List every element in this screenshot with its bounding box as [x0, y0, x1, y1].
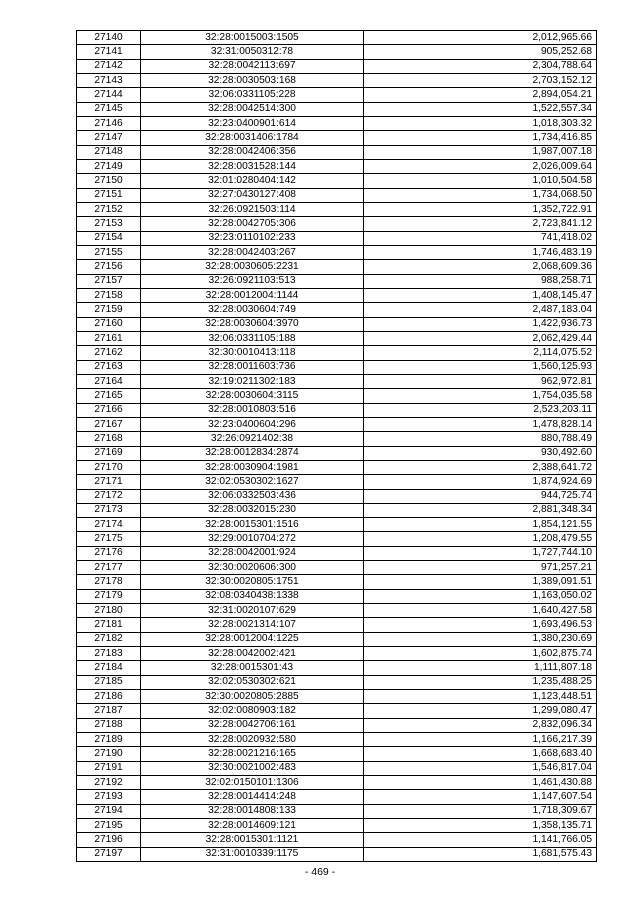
cadastral-number-cell: 32:28:0014609:121: [141, 819, 364, 833]
row-id-cell: 27142: [77, 59, 141, 73]
cadastral-number-cell: 32:28:0014414:248: [141, 790, 364, 804]
value-cell: 1,208,479.55: [364, 532, 597, 546]
cadastral-number-cell: 32:28:0020932:580: [141, 733, 364, 747]
table-row: [77, 45, 597, 59]
row-id-cell: 27155: [77, 245, 141, 259]
row-id-cell: 27172: [77, 489, 141, 503]
row-id-cell: 27171: [77, 475, 141, 489]
cadastral-number-cell: 32:31:0020107:629: [141, 604, 364, 618]
cadastral-number-cell: 32:28:0030604:3970: [141, 317, 364, 331]
value-cell: 1,874,924.69: [364, 475, 597, 489]
row-id-cell: 27148: [77, 145, 141, 159]
row-id-cell: 27157: [77, 274, 141, 288]
table-row: [77, 131, 597, 145]
cadastral-number-cell: 32:28:0010803:516: [141, 403, 364, 417]
cadastral-number-cell: 32:28:0042705:306: [141, 217, 364, 231]
cadastral-number-cell: 32:30:0020805:2885: [141, 690, 364, 704]
cadastral-number-cell: 32:06:0332503:436: [141, 489, 364, 503]
value-cell: 1,734,416.85: [364, 131, 597, 145]
table-row: [77, 546, 597, 560]
table-row: [77, 618, 597, 632]
value-cell: 2,523,203.11: [364, 403, 597, 417]
table-row: [77, 346, 597, 360]
cadastral-number-cell: 32:19:0211302:183: [141, 374, 364, 388]
cadastral-number-cell: 32:23:0110102:233: [141, 231, 364, 245]
cadastral-number-cell: 32:28:0021216:165: [141, 747, 364, 761]
row-id-cell: 27180: [77, 604, 141, 618]
value-cell: 1,163,050.02: [364, 589, 597, 603]
value-cell: 1,681,575.43: [364, 847, 597, 861]
table-row: [77, 260, 597, 274]
table-row: [77, 274, 597, 288]
cadastral-number-cell: 32:26:0921103:513: [141, 274, 364, 288]
value-cell: 1,358,135.71: [364, 819, 597, 833]
value-cell: 2,062,429.44: [364, 331, 597, 345]
cadastral-number-cell: 32:28:0012834:2874: [141, 446, 364, 460]
cadastral-number-cell: 32:28:0015301:43: [141, 661, 364, 675]
cadastral-number-cell: 32:28:0031406:1784: [141, 131, 364, 145]
table-row: [77, 819, 597, 833]
value-cell: 1,166,217.39: [364, 733, 597, 747]
table-row: [77, 589, 597, 603]
row-id-cell: 27154: [77, 231, 141, 245]
row-id-cell: 27197: [77, 847, 141, 861]
value-cell: 930,492.60: [364, 446, 597, 460]
value-cell: 1,693,496.53: [364, 618, 597, 632]
value-cell: 1,640,427.58: [364, 604, 597, 618]
table-row: [77, 475, 597, 489]
value-cell: 1,147,607.54: [364, 790, 597, 804]
cadastral-number-cell: 32:23:0400901:614: [141, 116, 364, 130]
value-cell: 880,788.49: [364, 432, 597, 446]
row-id-cell: 27165: [77, 389, 141, 403]
row-id-cell: 27160: [77, 317, 141, 331]
table-row: [77, 245, 597, 259]
cadastral-number-cell: 32:26:0921503:114: [141, 202, 364, 216]
value-cell: 971,257.21: [364, 561, 597, 575]
cadastral-number-cell: 32:28:0030604:749: [141, 303, 364, 317]
table-row: [77, 733, 597, 747]
table-row: [77, 790, 597, 804]
cadastral-number-cell: 32:23:0400604:296: [141, 417, 364, 431]
table-row: [77, 231, 597, 245]
row-id-cell: 27151: [77, 188, 141, 202]
row-id-cell: 27193: [77, 790, 141, 804]
row-id-cell: 27177: [77, 561, 141, 575]
row-id-cell: 27191: [77, 761, 141, 775]
table-row: [77, 518, 597, 532]
row-id-cell: 27183: [77, 647, 141, 661]
table-row: [77, 704, 597, 718]
table-row: [77, 661, 597, 675]
row-id-cell: 27143: [77, 73, 141, 87]
row-id-cell: 27141: [77, 45, 141, 59]
table-row: [77, 675, 597, 689]
row-id-cell: 27170: [77, 460, 141, 474]
value-cell: 1,111,807.18: [364, 661, 597, 675]
table-row: [77, 833, 597, 847]
value-cell: 2,304,788.64: [364, 59, 597, 73]
cadastral-number-cell: 32:28:0042002:421: [141, 647, 364, 661]
cadastral-number-cell: 32:28:0011603:736: [141, 360, 364, 374]
row-id-cell: 27192: [77, 776, 141, 790]
row-id-cell: 27182: [77, 632, 141, 646]
value-cell: 1,141,766.05: [364, 833, 597, 847]
table-row: [77, 188, 597, 202]
row-id-cell: 27184: [77, 661, 141, 675]
table-row: [77, 761, 597, 775]
cadastral-number-cell: 32:28:0014808:133: [141, 804, 364, 818]
cadastral-number-cell: 32:30:0020805:1751: [141, 575, 364, 589]
value-cell: 1,987,007.18: [364, 145, 597, 159]
table-row: [77, 460, 597, 474]
table-row: [77, 202, 597, 216]
row-id-cell: 27176: [77, 546, 141, 560]
table-row: [77, 503, 597, 517]
cadastral-number-cell: 32:27:0430127:408: [141, 188, 364, 202]
table-row: [77, 417, 597, 431]
table-row: [77, 73, 597, 87]
cadastral-number-cell: 32:08:0340438:1338: [141, 589, 364, 603]
cadastral-number-cell: 32:28:0015003:1505: [141, 31, 364, 45]
value-cell: 2,723,841.12: [364, 217, 597, 231]
table-row: [77, 632, 597, 646]
cadastral-number-cell: 32:28:0012004:1225: [141, 632, 364, 646]
row-id-cell: 27144: [77, 88, 141, 102]
value-cell: 1,408,145.47: [364, 288, 597, 302]
cadastral-number-cell: 32:28:0031528:144: [141, 159, 364, 173]
row-id-cell: 27174: [77, 518, 141, 532]
value-cell: 741,418.02: [364, 231, 597, 245]
value-cell: 1,668,683.40: [364, 747, 597, 761]
value-cell: 1,602,875.74: [364, 647, 597, 661]
table-row: [77, 747, 597, 761]
row-id-cell: 27195: [77, 819, 141, 833]
value-cell: 1,718,309.67: [364, 804, 597, 818]
row-id-cell: 27168: [77, 432, 141, 446]
row-id-cell: 27140: [77, 31, 141, 45]
cadastral-number-cell: 32:28:0015301:1121: [141, 833, 364, 847]
row-id-cell: 27188: [77, 718, 141, 732]
table-body: [77, 31, 597, 862]
value-cell: 2,832,096.34: [364, 718, 597, 732]
cadastral-number-cell: 32:06:0331105:188: [141, 331, 364, 345]
cadastral-number-cell: 32:31:0050312:78: [141, 45, 364, 59]
row-id-cell: 27187: [77, 704, 141, 718]
value-cell: 1,754,035.58: [364, 389, 597, 403]
row-id-cell: 27159: [77, 303, 141, 317]
table-row: [77, 604, 597, 618]
value-cell: 2,487,183.04: [364, 303, 597, 317]
cadastral-number-cell: 32:28:0012004:1144: [141, 288, 364, 302]
cadastral-number-cell: 32:26:0921402:38: [141, 432, 364, 446]
cadastral-number-cell: 32:28:0042706:161: [141, 718, 364, 732]
table-row: [77, 374, 597, 388]
table-row: [77, 360, 597, 374]
value-cell: 1,389,091.51: [364, 575, 597, 589]
row-id-cell: 27161: [77, 331, 141, 345]
cadastral-number-cell: 32:28:0042001:924: [141, 546, 364, 560]
table-row: [77, 288, 597, 302]
cadastral-number-cell: 32:06:0331105:228: [141, 88, 364, 102]
row-id-cell: 27164: [77, 374, 141, 388]
table-row: [77, 432, 597, 446]
table-row: [77, 102, 597, 116]
table-row: [77, 575, 597, 589]
table-row: [77, 159, 597, 173]
table-row: [77, 317, 597, 331]
row-id-cell: 27149: [77, 159, 141, 173]
cadastral-number-cell: 32:28:0042403:267: [141, 245, 364, 259]
row-id-cell: 27152: [77, 202, 141, 216]
table-row: [77, 217, 597, 231]
row-id-cell: 27178: [77, 575, 141, 589]
table-row: [77, 403, 597, 417]
table-row: [77, 647, 597, 661]
cadastral-number-cell: 32:02:0080903:182: [141, 704, 364, 718]
table-row: [77, 389, 597, 403]
table-row: [77, 145, 597, 159]
table-row: [77, 303, 597, 317]
value-cell: 988,258.71: [364, 274, 597, 288]
value-cell: 905,252.68: [364, 45, 597, 59]
cadastral-number-cell: 32:28:0015301:1516: [141, 518, 364, 532]
row-id-cell: 27196: [77, 833, 141, 847]
row-id-cell: 27185: [77, 675, 141, 689]
cadastral-number-cell: 32:28:0030904:1981: [141, 460, 364, 474]
cadastral-number-cell: 32:28:0032015:230: [141, 503, 364, 517]
cadastral-number-cell: 32:02:0530302:621: [141, 675, 364, 689]
row-id-cell: 27145: [77, 102, 141, 116]
value-cell: 1,380,230.69: [364, 632, 597, 646]
value-cell: 1,522,557.34: [364, 102, 597, 116]
value-cell: 2,388,641.72: [364, 460, 597, 474]
value-cell: 1,235,488.25: [364, 675, 597, 689]
row-id-cell: 27150: [77, 174, 141, 188]
table-row: [77, 446, 597, 460]
row-id-cell: 27162: [77, 346, 141, 360]
row-id-cell: 27167: [77, 417, 141, 431]
cadastral-number-cell: 32:28:0042113:697: [141, 59, 364, 73]
value-cell: 2,012,965.66: [364, 31, 597, 45]
value-cell: 962,972.81: [364, 374, 597, 388]
value-cell: 1,018,303.32: [364, 116, 597, 130]
value-cell: 1,299,080.47: [364, 704, 597, 718]
table-row: [77, 59, 597, 73]
cadastral-number-cell: 32:31:0010339:1175: [141, 847, 364, 861]
value-cell: 1,727,744.10: [364, 546, 597, 560]
value-cell: 1,478,828.14: [364, 417, 597, 431]
row-id-cell: 27189: [77, 733, 141, 747]
cadastral-number-cell: 32:29:0010704:272: [141, 532, 364, 546]
cadastral-number-cell: 32:02:0150101:1306: [141, 776, 364, 790]
row-id-cell: 27186: [77, 690, 141, 704]
row-id-cell: 27163: [77, 360, 141, 374]
row-id-cell: 27179: [77, 589, 141, 603]
row-id-cell: 27147: [77, 131, 141, 145]
value-cell: 1,123,448.51: [364, 690, 597, 704]
cadastral-number-cell: 32:28:0042514:300: [141, 102, 364, 116]
cadastral-number-cell: 32:30:0021002:483: [141, 761, 364, 775]
row-id-cell: 27166: [77, 403, 141, 417]
row-id-cell: 27190: [77, 747, 141, 761]
table-row: [77, 116, 597, 130]
table-row: [77, 847, 597, 861]
table-row: [77, 561, 597, 575]
row-id-cell: 27156: [77, 260, 141, 274]
table-row: [77, 776, 597, 790]
row-id-cell: 27175: [77, 532, 141, 546]
value-cell: 944,725.74: [364, 489, 597, 503]
valuation-table: [76, 30, 597, 862]
value-cell: 2,068,609.36: [364, 260, 597, 274]
table-row: [77, 88, 597, 102]
cadastral-number-cell: 32:28:0021314:107: [141, 618, 364, 632]
value-cell: 1,352,722.91: [364, 202, 597, 216]
page-number: - 469 -: [304, 866, 336, 878]
table-row: [77, 331, 597, 345]
table-row: [77, 489, 597, 503]
value-cell: 1,461,430.88: [364, 776, 597, 790]
table-row: [77, 174, 597, 188]
value-cell: 1,560,125.93: [364, 360, 597, 374]
row-id-cell: 27173: [77, 503, 141, 517]
value-cell: 2,881,348.34: [364, 503, 597, 517]
cadastral-number-cell: 32:30:0020606:300: [141, 561, 364, 575]
row-id-cell: 27146: [77, 116, 141, 130]
value-cell: 2,703,152.12: [364, 73, 597, 87]
row-id-cell: 27181: [77, 618, 141, 632]
row-id-cell: 27194: [77, 804, 141, 818]
cadastral-number-cell: 32:28:0030605:2231: [141, 260, 364, 274]
value-cell: 2,114,075.52: [364, 346, 597, 360]
table-row: [77, 31, 597, 45]
value-cell: 2,894,054.21: [364, 88, 597, 102]
value-cell: 2,026,009.64: [364, 159, 597, 173]
cadastral-number-cell: 32:28:0030503:168: [141, 73, 364, 87]
table-row: [77, 690, 597, 704]
row-id-cell: 27169: [77, 446, 141, 460]
row-id-cell: 27153: [77, 217, 141, 231]
cadastral-number-cell: 32:01:0280404:142: [141, 174, 364, 188]
cadastral-number-cell: 32:02:0530302:1627: [141, 475, 364, 489]
table-row: [77, 718, 597, 732]
cadastral-number-cell: 32:28:0042406:356: [141, 145, 364, 159]
value-cell: 1,854,121.55: [364, 518, 597, 532]
value-cell: 1,734,068.50: [364, 188, 597, 202]
table-row: [77, 532, 597, 546]
value-cell: 1,546,817.04: [364, 761, 597, 775]
cadastral-number-cell: 32:30:0010413:118: [141, 346, 364, 360]
value-cell: 1,010,504.58: [364, 174, 597, 188]
value-cell: 1,422,936.73: [364, 317, 597, 331]
cadastral-number-cell: 32:28:0030604:3115: [141, 389, 364, 403]
value-cell: 1,746,483.19: [364, 245, 597, 259]
row-id-cell: 27158: [77, 288, 141, 302]
table-row: [77, 804, 597, 818]
